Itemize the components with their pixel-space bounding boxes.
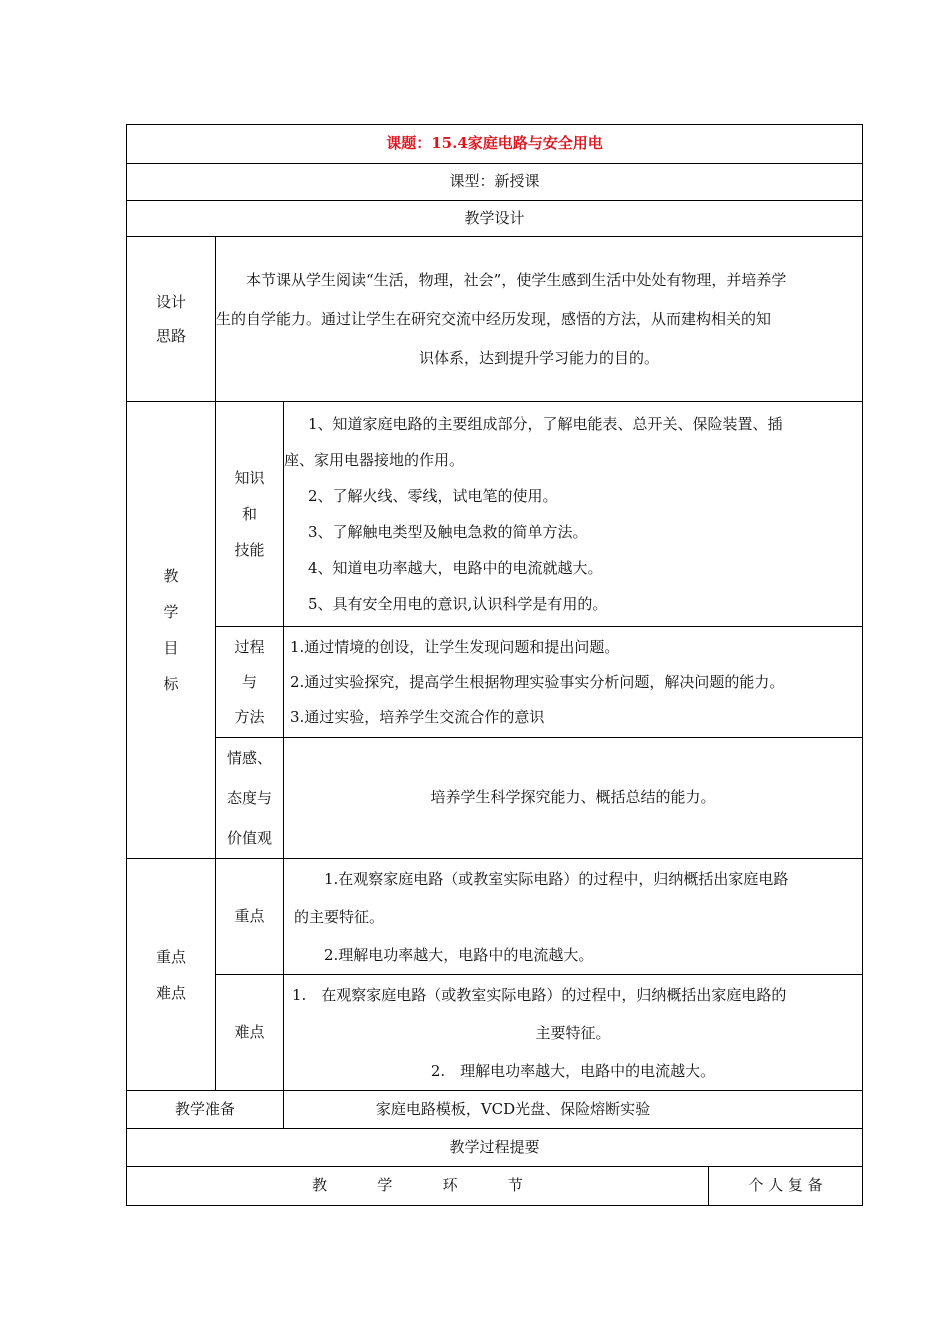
key-difficult-label bbox=[127, 859, 216, 1091]
process-label bbox=[216, 627, 284, 738]
personal-review-header: 个 人 复 备 bbox=[709, 1167, 863, 1206]
knowledge-item: 2、了解火线、零线，试电笔的使用。 bbox=[308, 487, 558, 505]
label-line: 态度与 bbox=[226, 789, 272, 807]
key-point-label: 重点 bbox=[216, 859, 284, 975]
label-line: 技能 bbox=[234, 541, 265, 559]
stage-char: 学 bbox=[377, 1176, 393, 1195]
objectives-label bbox=[127, 402, 216, 859]
knowledge-item: 5、具有安全用电的意识,认识科学是有用的。 bbox=[308, 595, 608, 613]
label-line: 和 bbox=[241, 505, 257, 523]
label-line: 价值观 bbox=[226, 829, 272, 847]
key-point-items bbox=[284, 859, 863, 975]
lesson-title: 课题：15.4家庭电路与安全用电 bbox=[127, 125, 863, 164]
knowledge-label bbox=[216, 402, 284, 627]
key-item: 1.在观察家庭电路（或教室实际电路）的过程中，归纳概括出家庭电路 bbox=[324, 869, 789, 888]
label-line: 设计 bbox=[155, 293, 186, 311]
label-char: 标 bbox=[163, 675, 179, 693]
lesson-plan-table bbox=[126, 124, 863, 1206]
label-line: 过程 bbox=[234, 637, 265, 656]
difficult-item: 2. 理解电功率越大，电路中的电流越大。 bbox=[430, 1061, 716, 1080]
difficult-point-label: 难点 bbox=[216, 975, 284, 1091]
process-outline-heading: 教学过程提要 bbox=[127, 1129, 863, 1167]
label-line: 知识 bbox=[234, 469, 265, 487]
process-item: 3.通过实验，培养学生交流合作的意识 bbox=[290, 707, 545, 726]
label-char: 学 bbox=[163, 603, 179, 621]
design-line: 本节课从学生阅读“生活，物理，社会”，使学生感到生活中处处有物理，并培养学 bbox=[246, 270, 787, 289]
difficult-item: 1. 在观察家庭电路（或教室实际电路）的过程中，归纳概括出家庭电路的 bbox=[292, 985, 787, 1004]
label-line: 思路 bbox=[155, 327, 186, 345]
stage-char: 教 bbox=[312, 1176, 328, 1195]
label-line: 情感、 bbox=[226, 749, 272, 767]
design-line: 识体系，达到提升学习能力的目的。 bbox=[419, 348, 660, 367]
label-line: 难点 bbox=[155, 983, 186, 1002]
lesson-type: 课型：新授课 bbox=[127, 164, 863, 201]
preparation-text: 家庭电路模板，VCD光盘、保险熔断实验 bbox=[284, 1091, 863, 1129]
knowledge-item: 3、了解触电类型及触电急救的简单方法。 bbox=[308, 523, 588, 541]
label-char: 目 bbox=[163, 639, 179, 657]
design-idea-text bbox=[216, 237, 863, 402]
difficult-item: 主要特征。 bbox=[535, 1023, 611, 1042]
label-line: 方法 bbox=[234, 707, 265, 726]
process-items bbox=[284, 627, 863, 738]
teaching-design-heading: 教学设计 bbox=[127, 201, 863, 237]
process-item: 1.通过情境的创设，让学生发现问题和提出问题。 bbox=[290, 637, 620, 656]
preparation-label: 教学准备 bbox=[127, 1091, 284, 1129]
knowledge-item: 4、知道电功率越大，电路中的电流就越大。 bbox=[308, 559, 603, 577]
knowledge-item: 座、家用电器接地的作用。 bbox=[284, 451, 465, 469]
teaching-stage-header bbox=[127, 1167, 709, 1206]
emotion-text: 培养学生科学探究能力、概括总结的能力。 bbox=[284, 738, 863, 859]
label-line: 重点 bbox=[155, 947, 186, 966]
emotion-label bbox=[216, 738, 284, 859]
knowledge-items bbox=[284, 402, 863, 627]
difficult-point-items bbox=[284, 975, 863, 1091]
design-line: 生的自学能力。通过让学生在研究交流中经历发现，感悟的方法，从而建构相关的知 bbox=[216, 309, 772, 328]
label-char: 教 bbox=[163, 567, 179, 585]
design-idea-label bbox=[127, 237, 216, 402]
label-line: 与 bbox=[241, 672, 257, 691]
key-item: 的主要特征。 bbox=[294, 907, 385, 926]
stage-char: 节 bbox=[507, 1176, 523, 1195]
knowledge-item: 1、知道家庭电路的主要组成部分，了解电能表、总开关、保险装置、插 bbox=[308, 415, 783, 433]
process-item: 2.通过实验探究，提高学生根据物理实验事实分析问题，解决问题的能力。 bbox=[290, 672, 785, 691]
key-item: 2.理解电功率越大，电路中的电流越大。 bbox=[324, 945, 594, 964]
stage-char: 环 bbox=[442, 1176, 458, 1195]
